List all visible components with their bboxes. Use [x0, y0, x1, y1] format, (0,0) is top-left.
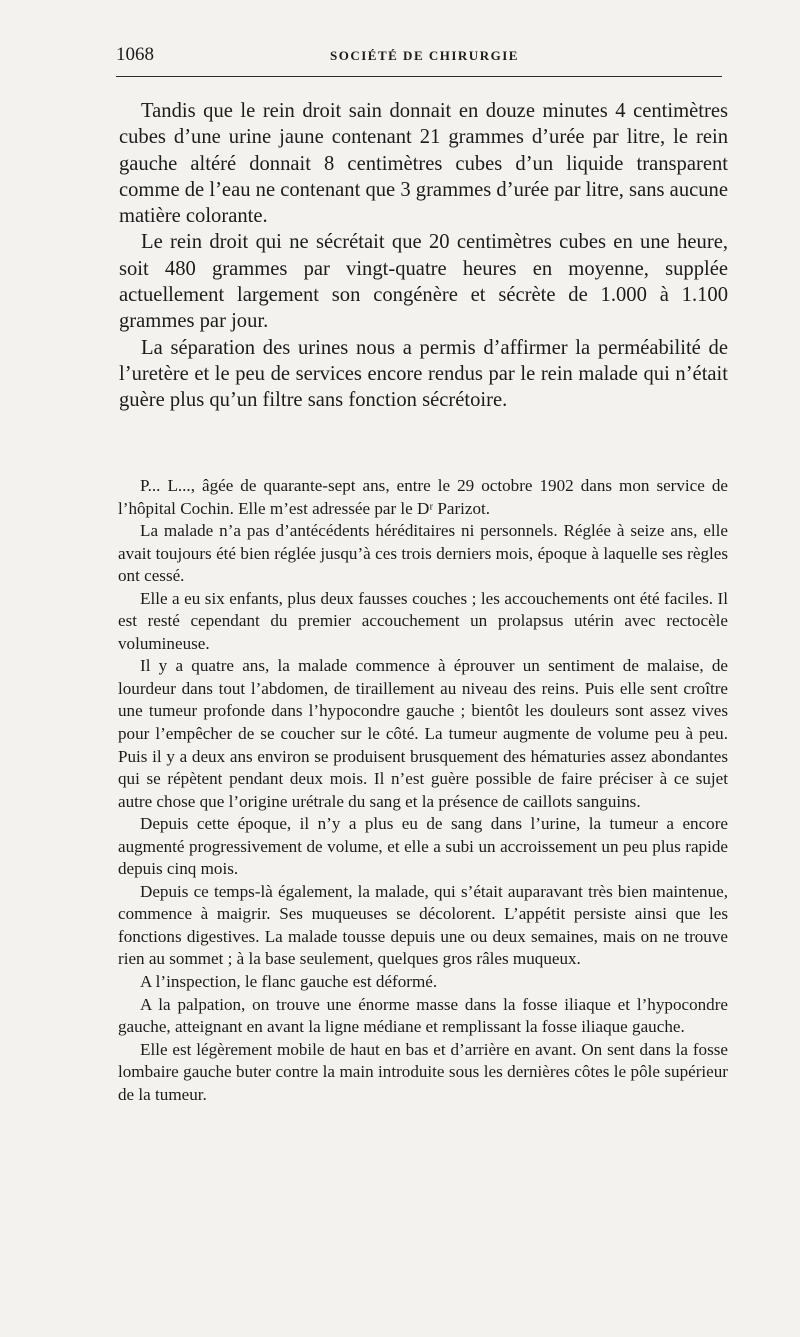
paragraph: Il y a quatre ans, la malade commence à éprouver un sentiment de malaise, de lourdeur dans tout l’abdomen, de tiraillement au niveau des reins. Puis elle sent croître une tumeur profonde dans l’hypocondre gauche ; bientôt les douleurs sont assez vives pour l’empêcher de se coucher sur le côté. La tumeur augmente de volume peu à peu. Puis il y a deux ans environ se produisent brusquement des hématuries assez abondantes qui se répètent pendant deux mois. Il n’est guère possible de faire préciser à ce sujet autre chose que l’origine urétrale du sang et la présence de caillots sanguins. — [118, 656, 728, 811]
paragraph: Depuis cette époque, il n’y a plus eu de sang dans l’urine, la tumeur a encore augmenté progressivement de volume, et elle a subi un accroissement un peu plus rapide depuis cinq mois. — [118, 814, 728, 879]
paragraph: A la palpation, on trouve une énorme masse dans la fosse iliaque et l’hypocondre gauche, atteignant en avant la ligne médiane et remplissant la fosse iliaque gauche. — [118, 994, 728, 1037]
kidney-function-section — [119, 98, 728, 414]
page-number: 1068 — [116, 44, 154, 65]
paragraph: Tandis que le rein droit sain donnait en douze minutes 4 centimètres cubes d’une urine jaune contenant 21 grammes d’urée par litre, le rein gauche altéré donnait 8 centimètres cubes d’un liquide transparent comme de l’eau ne contenant que 3 grammes d’urée par litre, sans aucune matière colorante. — [119, 100, 728, 228]
paragraph: A l’inspection, le flanc gauche est déformé. — [140, 972, 438, 992]
paragraph: La malade n’a pas d’antécédents héréditaires ni personnels. Réglée à seize ans, elle avait toujours été bien réglée jusqu’à ces trois derniers mois, époque à laquelle ses règles ont cessé. — [118, 521, 728, 586]
paragraph: P... L..., âgée de quarante-sept ans, entre le 29 octobre 1902 dans mon service de l’hôpital Cochin. Elle m’est adressée par le Dʳ Parizot. — [118, 476, 728, 518]
paragraph: Elle est légèrement mobile de haut en bas et d’arrière en avant. On sent dans la fosse lombaire gauche buter contre la main introduite sous les dernières côtes le pôle supérieur de la tumeur. — [118, 1039, 728, 1104]
paragraph: La séparation des urines nous a permis d’affirmer la perméabilité de l’uretère et le peu de services encore rendus par le rein malade qui n’était guère plus qu’un filtre sans fonction sécrétoire. — [119, 336, 728, 412]
paragraph: Depuis ce temps-là également, la malade, qui s’était auparavant très bien maintenue, commence à maigrir. Ses muqueuses se décolorent. L’appétit persiste ainsi que les fonctions digestives. La malade tousse depuis une ou deux semaines, mais on ne trouve rien au sommet ; à la base seulement, quelques gros râles muqueux. — [118, 881, 728, 969]
paragraph: Le rein droit qui ne sécrétait que 20 centimètres cubes en une heure, soit 480 grammes par vingt-quatre heures en moyenne, supplée actuellement largement son congénère et sécrète de 1.000 à 1.100 grammes par jour. — [119, 231, 728, 333]
paragraph: Elle a eu six enfants, plus deux fausses couches ; les accouchements ont été faciles. Il est resté cependant du premier accouchement un prolapsus utérin avec rectocèle volumineuse. — [118, 588, 728, 653]
case-report-section — [118, 475, 728, 1106]
header-rule — [116, 76, 722, 77]
page-header — [116, 44, 722, 72]
running-title: SOCIÉTÉ DE CHIRURGIE — [330, 48, 519, 63]
